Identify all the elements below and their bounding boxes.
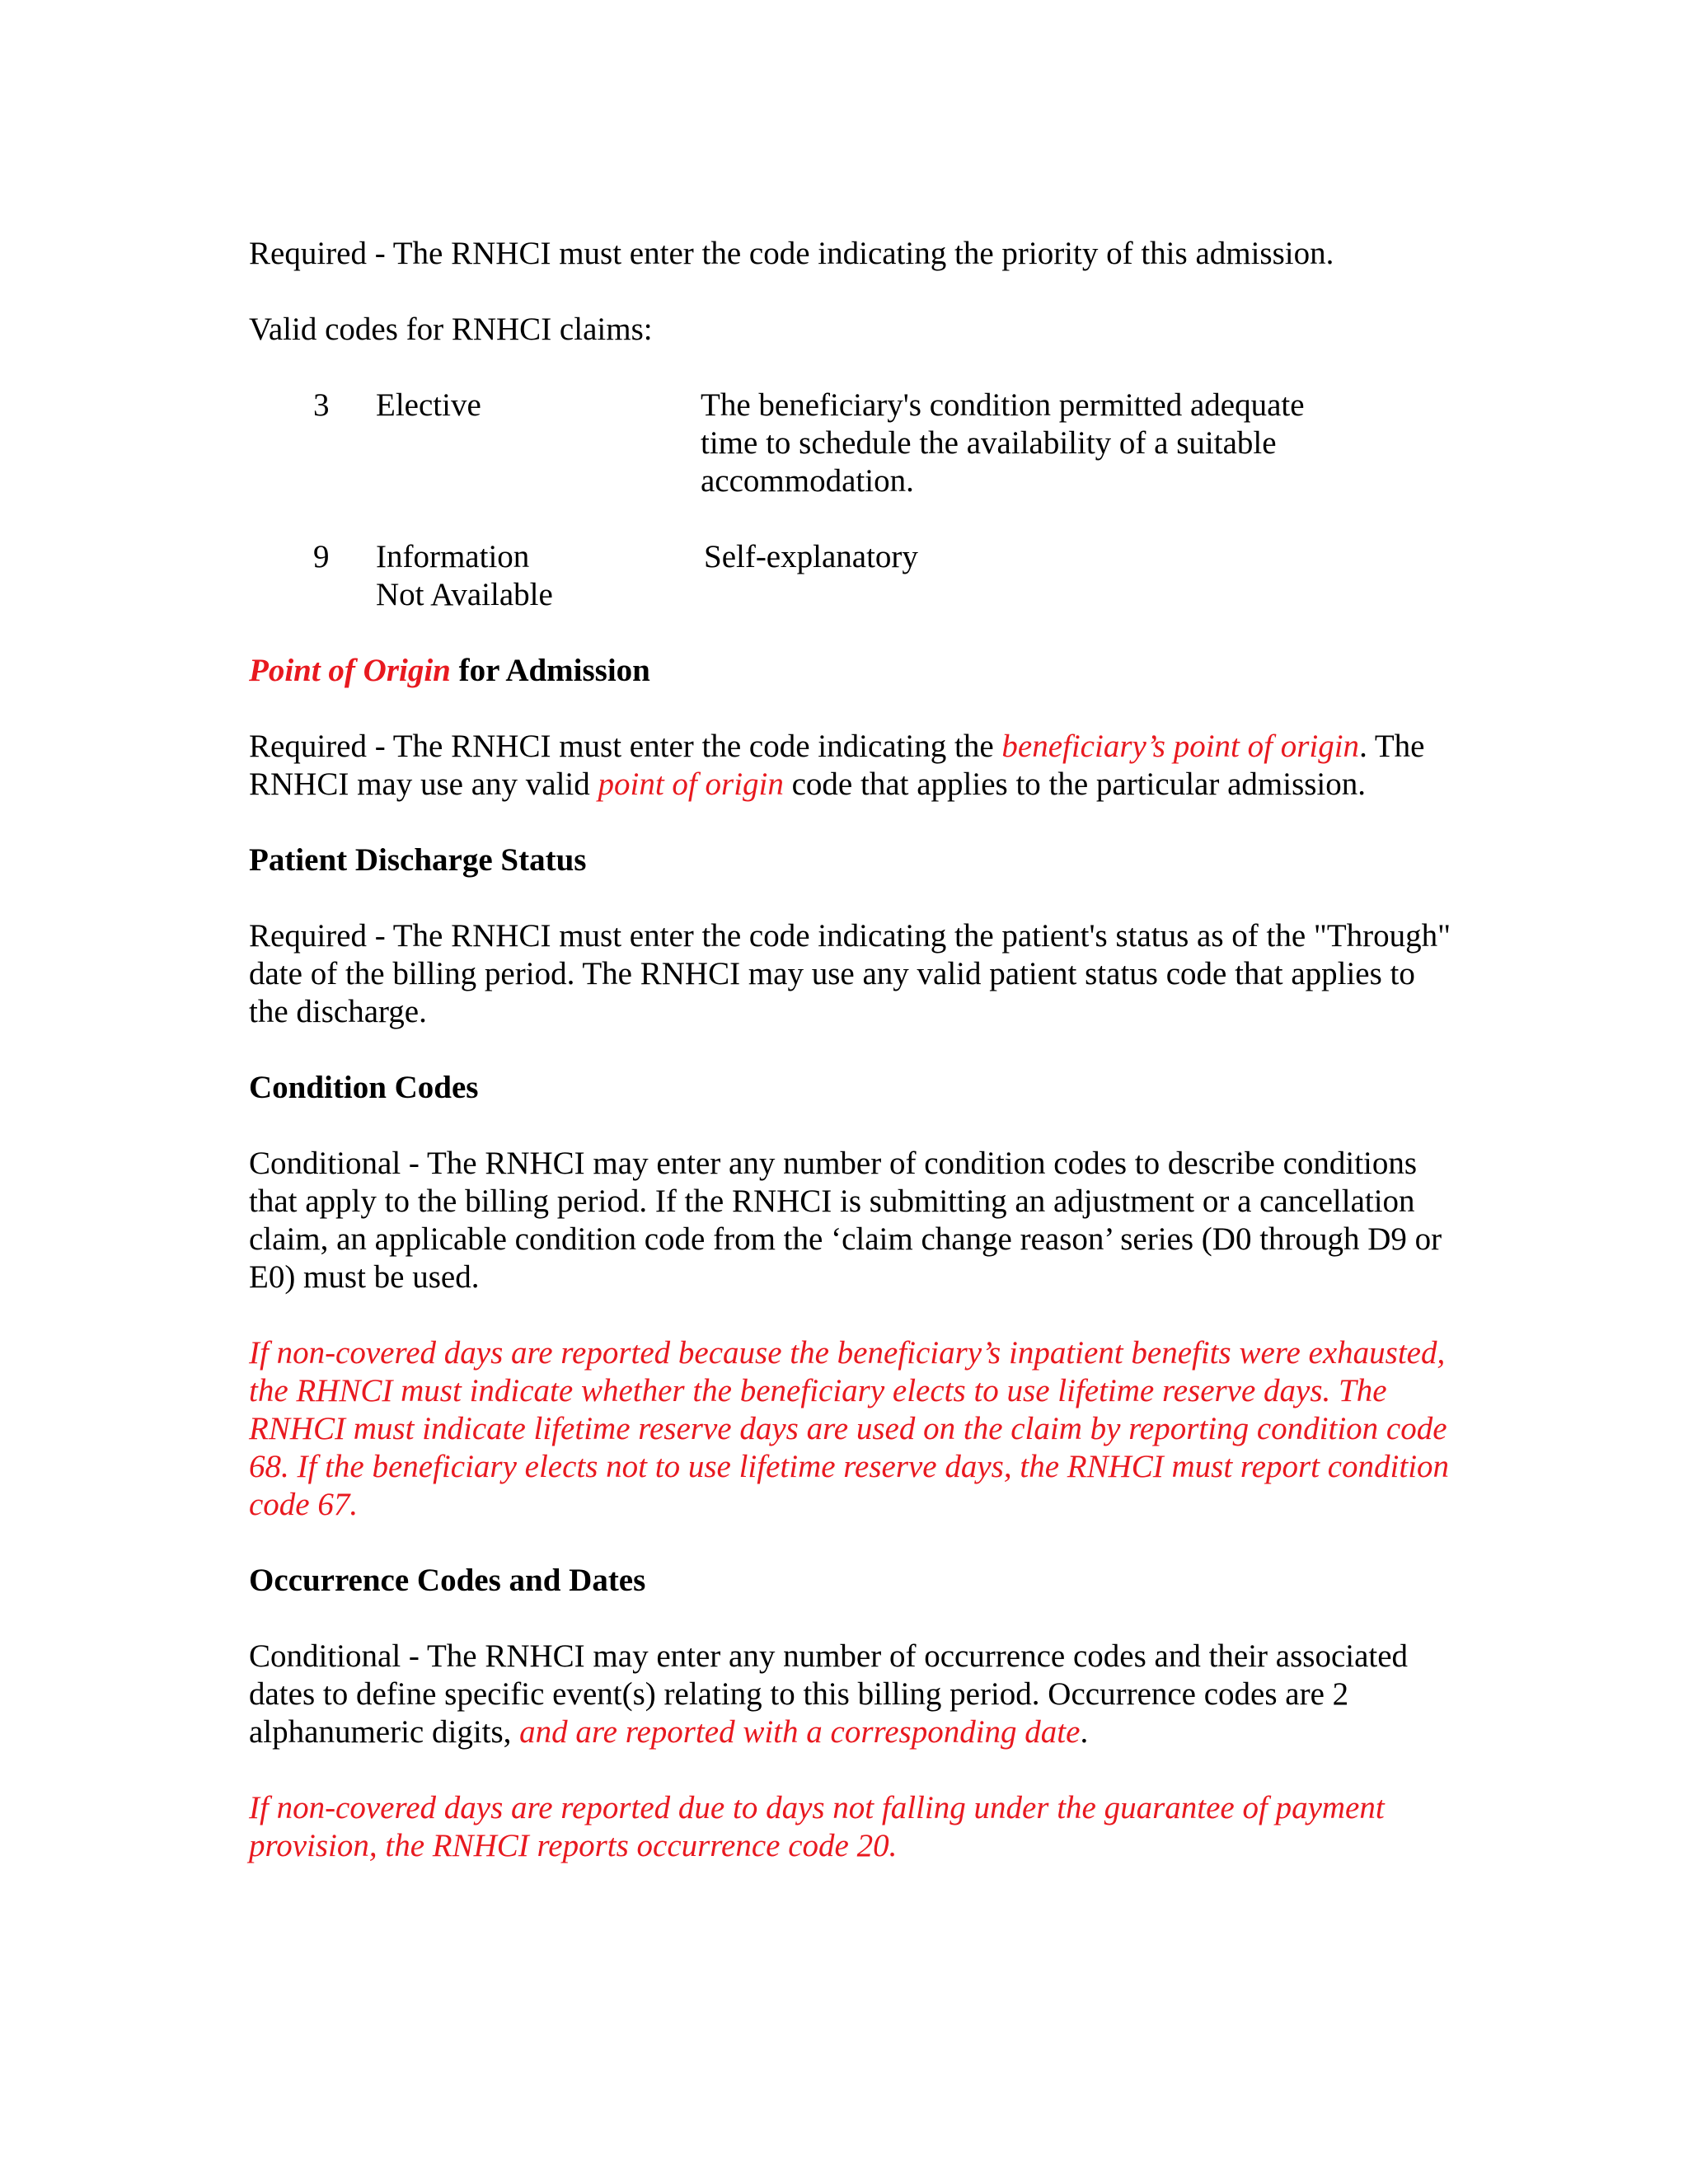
code-row-elective: [249, 387, 1461, 500]
code-number: 9: [313, 539, 330, 574]
code-label: Elective: [376, 387, 481, 423]
code-label-line: Information: [376, 539, 530, 574]
occurrence-codes-note: If non-covered days are reported due to days not falling under the guarantee of payment provision, the RNHCI reports occurrence code 20.: [249, 1790, 1385, 1863]
section-heading-discharge-status: Patient Discharge Status: [249, 842, 587, 878]
red-emphasis: beneficiary’s point of origin: [1001, 729, 1360, 764]
text-segment: Conditional - The RNHCI may enter any number of occurrence codes and their associated dates to define specific event(s) relating to this billing period. Occurrence codes are 2 alphanumeric digits,: [249, 1638, 1409, 1750]
point-of-origin-text: [249, 728, 1461, 804]
valid-codes-intro: Valid codes for RNHCI claims:: [249, 312, 653, 347]
code-label: [376, 538, 701, 614]
occurrence-codes-text: [249, 1638, 1461, 1751]
text-segment: Required - The RNHCI must enter the code indicating the: [249, 729, 1002, 764]
section-heading-occurrence-codes: Occurrence Codes and Dates: [249, 1563, 646, 1598]
code-description: The beneficiary's condition permitted adequate time to schedule the availability of a suitable accommodation.: [701, 387, 1305, 499]
heading-red-part: Point of Origin: [249, 653, 451, 688]
code-number: 3: [313, 387, 330, 423]
priority-required-text: Required - The RNHCI must enter the code indicating the priority of this admission.: [249, 236, 1334, 271]
priority-codes-list: [249, 387, 1461, 614]
code-description: Self-explanatory: [704, 539, 918, 574]
condition-codes-text: Conditional - The RNHCI may enter any number of condition codes to describe conditions that apply to the billing period. If the RNHCI is submitting an adjustment or a cancellation claim, an applicable condition code from the ‘claim change reason’ series (D0 through D9 or E0) must be used.: [249, 1146, 1442, 1295]
code-row-info-not-available: [249, 538, 1461, 614]
red-emphasis: and are reported with a corresponding date: [519, 1714, 1081, 1750]
code-label-line: Not Available: [376, 577, 553, 612]
section-heading-condition-codes: Condition Codes: [249, 1070, 479, 1105]
text-segment: code that applies to the particular admission.: [783, 766, 1367, 802]
discharge-status-text: Required - The RNHCI must enter the code indicating the patient's status as of the "Through" date of the billing period. The RNHCI may use any valid patient status code that applies to the discharge.: [249, 918, 1451, 1029]
text-segment: .: [1080, 1714, 1089, 1750]
red-emphasis: point of origin: [598, 766, 784, 802]
heading-rest: for Admission: [450, 653, 650, 688]
section-heading-point-of-origin: [249, 652, 1461, 690]
condition-codes-note: If non-covered days are reported because the beneficiary’s inpatient benefits were exhausted, the RHNCI must indicate whether the beneficiary elects to use lifetime reserve days. The RNHCI must indicate lifetime reserve days are used on the claim by reporting condition code 68. If the beneficiary elects not to use lifetime reserve days, the RNHCI must report condition code 67.: [249, 1335, 1450, 1522]
document-content: [249, 235, 1461, 1903]
text-segment: . The RNHCI may use any valid: [249, 729, 1425, 802]
